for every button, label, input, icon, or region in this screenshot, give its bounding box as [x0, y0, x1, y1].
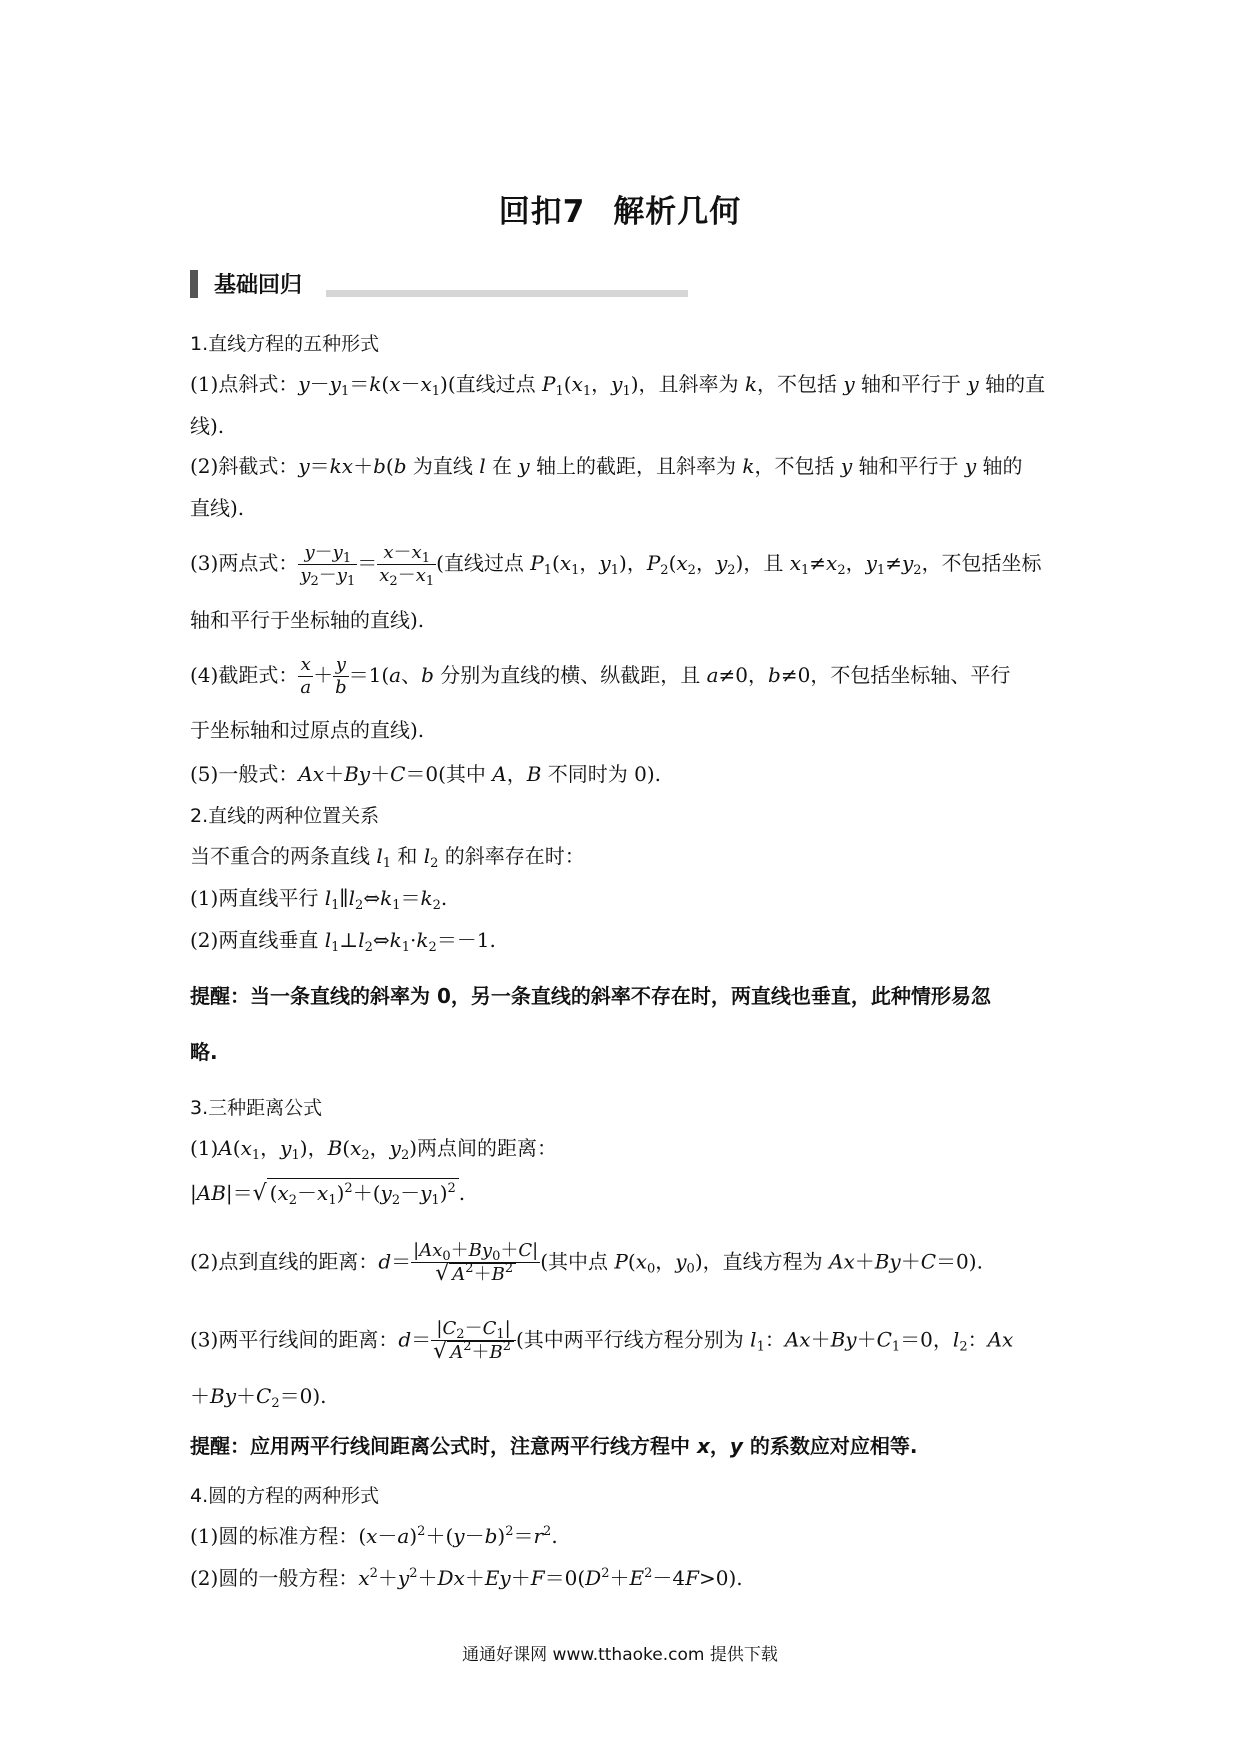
relations-intro: 当不重合的两条直线 $l_1$ 和 $l_2$ 的斜率存在时： — [190, 844, 585, 871]
heading-line-relations: 2.直线的两种位置关系 — [190, 805, 380, 827]
heading-distance-formulas: 3.三种距离公式 — [190, 1097, 323, 1119]
section-marker — [190, 270, 198, 298]
two-point-form: (3)两点式： $\frac{y-y_1}{y_2-y_1}$ ＝ $\frac{x-x_1}{x_2-x_1}$ (直线过点 $P_1(x_1$，$y_1$)，$P_2(x_2$，$y_2$)，且 $x_1\ne x_2$，$y_1\ne y_2$，不包括坐标 — [190, 542, 1042, 589]
parallel-condition: (1)两直线平行 $l_1\parallel l_2\Leftrightarrow k_1=k_2$. — [190, 886, 448, 913]
slope-intercept-form: (2)斜截式：y＝kx＋b(b 为直线 l 在 y 轴上的截距，且斜率为 k，不包括 y 轴和平行于 y 轴的 — [190, 454, 1023, 478]
slope-intercept-form-cont: 直线). — [190, 496, 245, 520]
frac-point-line-distance: $\frac{|Ax_0+By_0+C|}{√ A^2+B^2}$ — [413, 1240, 539, 1286]
heading-line-forms: 1.直线方程的五种形式 — [190, 333, 380, 355]
reminder-coefficients: 提醒：应用两平行线间距离公式时，注意两平行线方程中 x，y 的系数应对应相等. — [190, 1434, 918, 1458]
point-slope-form: (1)点斜式：$y-y_1=k(x-x_1)$(直线过点 $P_1(x_1$，$y_1$)，且斜率为 k，不包括 y 轴和平行于 y 轴的直 — [190, 372, 1046, 399]
intercept-form: (4)截距式： $\frac{x}{a}$ ＋ $\frac{y}{b}$ ＝1(a、b 分别为直线的横、纵截距，且 a≠0，b≠0，不包括坐标轴、平行 — [190, 654, 1011, 698]
frac-y-over-b: $\frac{y}{b}$ — [335, 654, 347, 698]
point-slope-form-cont: 线). — [190, 414, 225, 438]
frac-parallel-line-distance: $\frac{|C_2-C_1|}{√ A^2+B^2}$ — [431, 1318, 516, 1364]
general-form: (5)一般式：Ax＋By＋C＝0(其中 A，B 不同时为 0). — [190, 762, 662, 786]
two-point-distance: $(1)A(x_1$，$y_1$)，$B(x_2$，$y_2$)两点间的距离： — [190, 1136, 558, 1163]
title-part-a: 回扣7 — [498, 194, 586, 230]
parallel-line-distance-cont: $+By+C_2=0$). — [190, 1384, 327, 1411]
circle-standard-equation: (1)圆的标准方程：$(x-a)^2+(y-b)^2=r^2$. — [190, 1524, 558, 1548]
footer-credit: 通通好课网 www.tthaoke.com 提供下载 — [462, 1645, 778, 1665]
two-point-distance-formula: |AB|＝√ $(x_2-x_1)^2+(y_2-y_1)^2$ . — [190, 1178, 465, 1208]
point-line-distance: (2)点到直线的距离：d＝ $\frac{|Ax_0+By_0+C|}{√ A^2+B^2}$ (其中点 $P(x_0$，$y_0$)，直线方程为 Ax＋By＋C＝0). — [190, 1240, 983, 1286]
section-divider — [326, 290, 688, 297]
title-part-b: 解析几何 — [613, 194, 742, 230]
parallel-line-distance: (3)两平行线间的距离：d＝ $\frac{|C_2-C_1|}{√ A^2+B^2}$ (其中两平行线方程分别为 $l_1$：$Ax+By+C_1=0$，$l_2$：Ax — [190, 1318, 1014, 1364]
intercept-form-cont: 于坐标轴和过原点的直线). — [190, 718, 425, 742]
reminder-perpendicular-cont: 略. — [190, 1040, 218, 1064]
two-point-fraction-y: $\frac{y-y_1}{y_2-y_1}$ — [300, 542, 356, 589]
frac-x-over-a: $\frac{x}{a}$ — [300, 654, 312, 698]
two-point-form-cont: 轴和平行于坐标轴的直线). — [190, 608, 425, 632]
reminder-perpendicular: 提醒：当一条直线的斜率为 0，另一条直线的斜率不存在时，两直线也垂直，此种情形易忽 — [190, 984, 991, 1008]
page-title — [0, 186, 1240, 231]
circle-general-equation: (2)圆的一般方程：$x^2+y^2+Dx+Ey+F=0(D^2+E^2-4F>0)$. — [190, 1566, 743, 1590]
two-point-fraction-x: $\frac{x-x_1}{x_2-x_1}$ — [379, 542, 435, 589]
perpendicular-condition: (2)两直线垂直 $l_1\perp l_2\Leftrightarrow k_1\cdot k_2=-1$. — [190, 928, 496, 955]
heading-circle-equations: 4.圆的方程的两种形式 — [190, 1485, 380, 1507]
section-heading: 基础回归 — [214, 273, 303, 298]
